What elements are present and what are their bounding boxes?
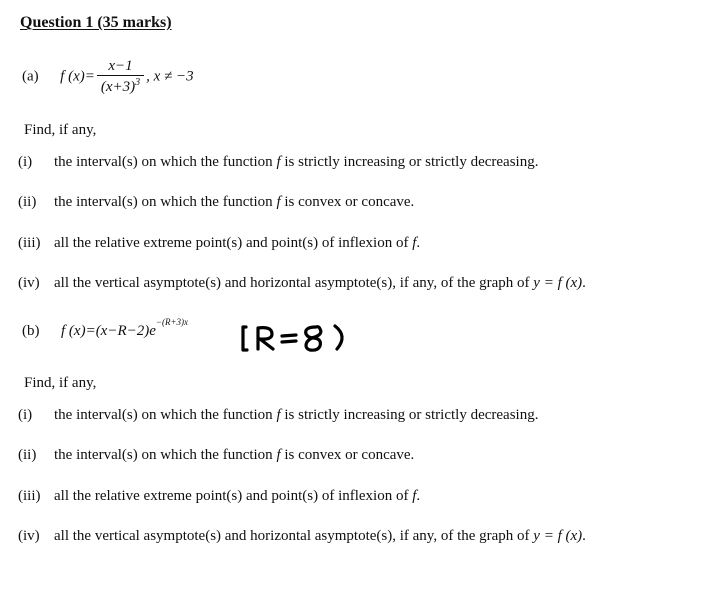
item-number: (i) (18, 154, 33, 170)
item-number: (iv) (18, 528, 40, 544)
item-tail: . (582, 528, 586, 544)
item-number: (ii) (18, 447, 37, 463)
part-b-item-iii (18, 488, 420, 505)
item-function: y = f (x) (533, 275, 583, 291)
item-function: f (276, 154, 281, 170)
part-a-item-ii (18, 194, 414, 211)
part-a-lhs: f (x)= (60, 68, 95, 85)
item-tail: is strictly increasing or strictly decreasing. (280, 407, 539, 423)
item-tail: is convex or concave. (280, 447, 415, 463)
part-a-item-iii (18, 235, 420, 252)
part-b-exponent: −(R+3)x (155, 317, 189, 327)
part-b-find-label: Find, if any, (24, 375, 97, 391)
item-tail: is strictly increasing or strictly decreasing. (280, 154, 539, 170)
part-b-label: (b) (22, 323, 40, 339)
item-text: the interval(s) on which the function (54, 447, 277, 463)
part-a-numerator: x−1 (108, 58, 133, 74)
part-b-expression: f (x)=(x−R−2)e (61, 323, 156, 339)
item-number: (i) (18, 407, 33, 423)
part-a-condition: , x ≠ −3 (146, 68, 194, 85)
item-tail: . (416, 235, 421, 251)
item-text: all the relative extreme point(s) and point(s) of inflexion of (54, 488, 413, 504)
item-function: f (412, 488, 417, 504)
part-a-item-iv (18, 275, 586, 292)
handwritten-r-equals-8 (240, 322, 356, 352)
item-text: the interval(s) on which the function (54, 154, 277, 170)
item-function: f (412, 235, 417, 251)
item-function: f (276, 194, 281, 210)
part-a-denominator: $(x+3)^3$ (97, 75, 144, 96)
item-tail: . (582, 275, 586, 291)
part-a-find-label: Find, if any, (24, 122, 97, 138)
item-number: (iv) (18, 275, 40, 291)
item-function: f (276, 447, 281, 463)
part-a-label: (a) (22, 68, 39, 85)
part-b-formula (22, 317, 189, 340)
part-a-formula (22, 58, 194, 96)
item-text: the interval(s) on which the function (54, 194, 277, 210)
part-b-item-iv (18, 528, 586, 545)
item-text: the interval(s) on which the function (54, 407, 277, 423)
item-tail: . (416, 488, 421, 504)
part-a-fraction (97, 58, 144, 96)
part-a-item-i (18, 154, 538, 171)
handwritten-note (240, 322, 356, 357)
item-tail: is convex or concave. (280, 194, 415, 210)
item-text: all the relative extreme point(s) and point(s) of inflexion of (54, 235, 413, 251)
item-number: (iii) (18, 488, 41, 504)
item-number: (ii) (18, 194, 37, 210)
part-b-item-i (18, 407, 538, 424)
item-number: (iii) (18, 235, 41, 251)
item-function: f (276, 407, 281, 423)
part-b-item-ii (18, 447, 414, 464)
question-title: Question 1 (35 marks) (20, 14, 172, 31)
item-text: all the vertical asymptote(s) and horizontal asymptote(s), if any, of the graph of (54, 528, 534, 544)
item-function: y = f (x) (533, 528, 583, 544)
item-text: all the vertical asymptote(s) and horizontal asymptote(s), if any, of the graph of (54, 275, 534, 291)
